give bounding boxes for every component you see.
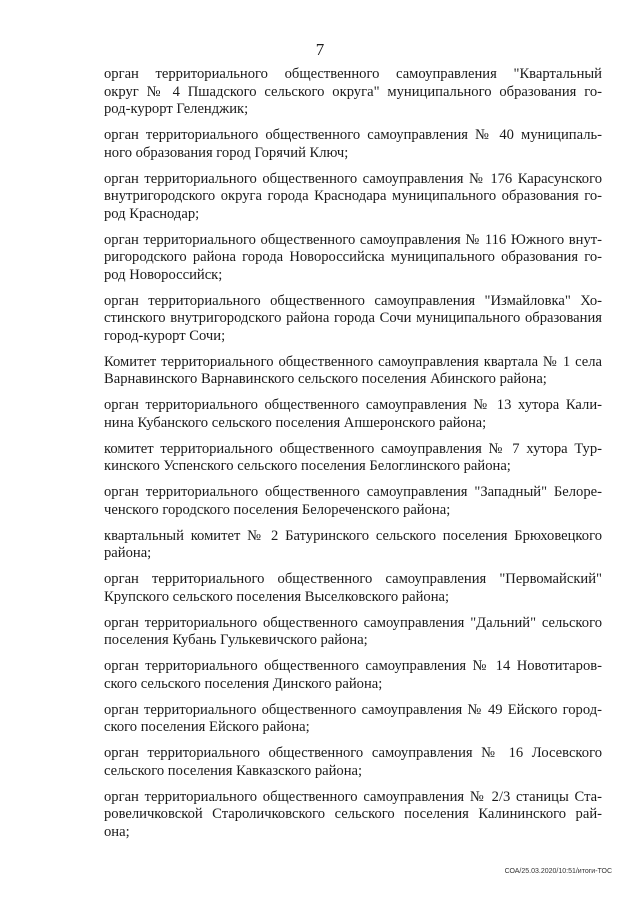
text-line: орган территориального общественного самоуправления № 16 Лосевского (104, 745, 602, 762)
list-item (104, 66, 602, 119)
text-line: Крупского сельского поселения Выселковского района; (104, 588, 450, 605)
text-line: ного образования город Горячий Ключ; (104, 144, 349, 161)
text-line: внутригородского округа города Краснодара муниципального образования го- (104, 188, 602, 205)
list-item (104, 397, 602, 432)
text-line: род-курорт Геленджик; (104, 101, 249, 118)
text-line: района; (104, 545, 152, 562)
text-line: нина Кубанского сельского поселения Апшеронского района; (104, 414, 487, 431)
list-item (104, 658, 602, 693)
text-line: квартальный комитет № 2 Батуринского сельского поселения Брюховецкого (104, 527, 602, 544)
text-line: ского сельского поселения Динского района; (104, 675, 383, 692)
document-body (104, 66, 602, 850)
list-item (104, 571, 602, 606)
list-item (104, 702, 602, 737)
list-item (104, 789, 602, 842)
text-line: орган территориального общественного самоуправления "Квартальный (104, 66, 602, 82)
footer-stamp: СОА/25.03.2020/10:51/итоги-ТОС (504, 868, 612, 875)
text-line: Варнавинского Варнавинского сельского поселения Абинского района; (104, 371, 547, 388)
text-line: сельского поселения Кавказского района; (104, 762, 363, 779)
text-line: орган территориального общественного самоуправления № 14 Новотитаров- (104, 658, 602, 675)
text-line: округ № 4 Пшадского сельского округа" муниципального образования го- (104, 83, 602, 100)
list-item (104, 615, 602, 650)
text-line: комитет территориального общественного самоуправления № 7 хутора Тур- (104, 440, 602, 457)
text-line: орган территориального общественного самоуправления № 40 муниципаль- (104, 127, 602, 144)
list-item (104, 127, 602, 162)
text-line: орган территориального общественного самоуправления № 116 Южного внут- (104, 231, 602, 248)
text-line: ского поселения Ейского района; (104, 719, 310, 736)
text-line: кинского Успенского сельского поселения Белоглинского района; (104, 458, 511, 475)
text-line: Комитет территориального общественного самоуправления квартала № 1 села (104, 353, 602, 370)
text-line: орган территориального общественного самоуправления "Первомайский" (104, 571, 602, 588)
text-line: ченского городского поселения Белореченского района; (104, 501, 451, 518)
text-line: род Новороссийск; (104, 266, 223, 283)
text-line: род Краснодар; (104, 205, 200, 222)
text-line: она; (104, 823, 130, 840)
list-item (104, 354, 602, 389)
list-item (104, 171, 602, 224)
list-item (104, 528, 602, 563)
text-line: стинского внутригородского района города Сочи муниципального образования (104, 310, 602, 327)
list-item (104, 484, 602, 519)
text-line: орган территориального общественного самоуправления № 176 Карасунского (104, 170, 602, 187)
text-line: ригородского района города Новороссийска муниципального образования го- (104, 249, 602, 266)
list-item (104, 441, 602, 476)
text-line: орган территориального общественного самоуправления № 49 Ейского город- (104, 701, 602, 718)
page-number: 7 (315, 40, 325, 59)
list-item (104, 745, 602, 780)
text-line: орган территориального общественного самоуправления № 13 хутора Кали- (104, 397, 602, 414)
text-line: орган территориального общественного самоуправления № 2/3 станицы Ста- (104, 788, 602, 805)
text-line: орган территориального общественного самоуправления "Западный" Белоре- (104, 484, 602, 501)
text-line: поселения Кубань Гулькевичского района; (104, 632, 368, 649)
list-item (104, 232, 602, 285)
text-line: орган территориального общественного самоуправления "Дальний" сельского (104, 614, 602, 631)
list-item (104, 293, 602, 346)
text-line: ровеличковской Староличковского сельского поселения Калининского рай- (104, 806, 602, 823)
text-line: город-курорт Сочи; (104, 327, 226, 344)
text-line: орган территориального общественного самоуправления "Измайловка" Хо- (104, 292, 602, 309)
